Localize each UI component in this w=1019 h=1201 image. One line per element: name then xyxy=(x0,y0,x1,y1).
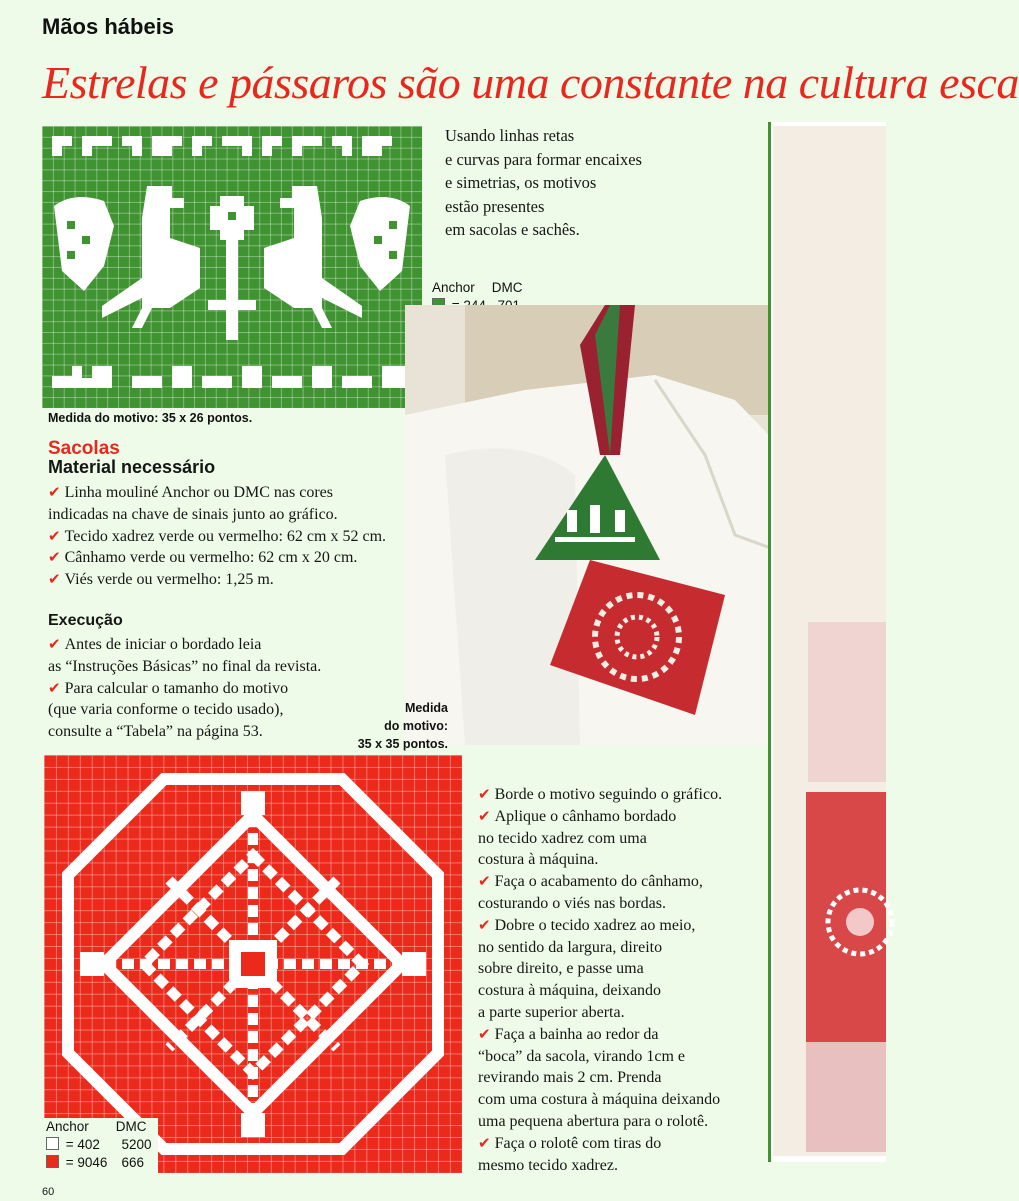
check-icon: ✔ xyxy=(478,915,491,934)
list-item: ✔ Faça a bainha ao redor da xyxy=(478,1024,659,1043)
check-icon: ✔ xyxy=(478,1024,491,1043)
red-cross-stitch-chart xyxy=(44,755,462,1173)
key-dmc-header: DMC xyxy=(115,1119,147,1134)
intro-line: em sacolas e sachês. xyxy=(445,220,580,239)
birds-tree-motif xyxy=(42,126,422,408)
green-cross-stitch-chart xyxy=(42,126,422,408)
list-item: consulte a “Tabela” na página 53. xyxy=(48,723,263,741)
key-row xyxy=(46,1136,152,1154)
key-anchor-value: = 9046 xyxy=(65,1155,108,1170)
green-chart-caption: Medida do motivo: 35 x 26 pontos. xyxy=(48,411,253,425)
check-icon: ✔ xyxy=(48,570,61,589)
white-swatch xyxy=(46,1137,59,1150)
key-row xyxy=(46,1154,152,1172)
sacolas-heading: Sacolas xyxy=(48,438,120,459)
headline: Estrelas e pássaros são uma constante na cultura esca xyxy=(42,57,1019,108)
list-item: ✔ Faça o rolotê com tiras do xyxy=(478,1133,662,1152)
execucao-heading: Execução xyxy=(48,612,123,629)
red-color-key xyxy=(44,1118,158,1174)
check-icon: ✔ xyxy=(48,483,61,501)
list-item: ✔ Borde o motivo seguindo o gráfico. xyxy=(478,785,723,803)
check-icon: ✔ xyxy=(48,548,61,567)
list-item: indicadas na chave de sinais junto ao gráfico. xyxy=(48,505,338,523)
list-item: ✔ Viés verde ou vermelho: 1,25 m. xyxy=(48,570,274,589)
sachets-illustration xyxy=(405,305,817,745)
snowflake-motif xyxy=(44,755,462,1173)
list-item: ✔ Faça o acabamento do cânhamo, xyxy=(478,872,703,891)
sachets-photo xyxy=(405,305,817,745)
list-item: costura à máquina. xyxy=(478,851,599,869)
key-anchor-header: Anchor xyxy=(46,1119,89,1134)
check-icon: ✔ xyxy=(478,872,491,891)
execucao-list xyxy=(48,634,388,743)
key-anchor-value: = 402 xyxy=(65,1137,100,1152)
list-item: costurando o viés nas bordas. xyxy=(478,894,666,912)
list-item: (que varia conforme o tecido usado), xyxy=(48,701,284,719)
list-item: as “Instruções Básicas” no final da revista. xyxy=(48,657,322,675)
key-dmc-value: 5200 xyxy=(121,1137,152,1152)
list-item: ✔ Tecido xadrez verde ou vermelho: 62 cm x 52 cm. xyxy=(48,526,387,545)
list-item: sobre direito, e passe uma xyxy=(478,960,644,978)
list-item: uma pequena abertura para o rolotê. xyxy=(478,1112,709,1130)
check-icon: ✔ xyxy=(48,526,61,545)
list-item: ✔ Antes de iniciar o bordado leia xyxy=(48,635,262,653)
list-item: a parte superior aberta. xyxy=(478,1003,625,1021)
red-chart-caption: Medida do motivo: 35 x 35 pontos. xyxy=(357,701,448,751)
check-icon: ✔ xyxy=(478,1133,491,1152)
key-anchor-header: Anchor xyxy=(432,280,475,295)
red-swatch xyxy=(46,1155,59,1168)
intro-line: Usando linhas retas xyxy=(445,126,575,145)
list-item: mesmo tecido xadrez. xyxy=(478,1156,618,1174)
intro-line: e simetrias, os motivos xyxy=(445,173,597,192)
list-item: costura à máquina, deixando xyxy=(478,982,662,1000)
list-item: no sentido da largura, direito xyxy=(478,938,663,956)
material-heading: Material necessário xyxy=(48,457,216,477)
steps-list xyxy=(478,784,768,1176)
list-item: ✔ Dobre o tecido xadrez ao meio, xyxy=(478,915,696,934)
check-icon: ✔ xyxy=(48,678,61,697)
key-dmc-value: 666 xyxy=(121,1155,145,1170)
list-item: com uma costura à máquina deixando xyxy=(478,1091,721,1109)
list-item: revirando mais 2 cm. Prenda xyxy=(478,1069,662,1087)
list-item: no tecido xadrez com uma xyxy=(478,829,647,847)
list-item: ✔ Para calcular o tamanho do motivo xyxy=(48,678,289,697)
list-item: ✔ Cânhamo verde ou vermelho: 62 cm x 20 cm. xyxy=(48,548,358,567)
check-icon: ✔ xyxy=(478,806,491,825)
list-item: “boca” da sacola, virando 1cm e xyxy=(478,1047,686,1065)
intro-line: e curvas para formar encaixes xyxy=(445,149,642,169)
check-icon: ✔ xyxy=(478,785,491,803)
bag-photo xyxy=(768,122,886,1162)
bag-illustration xyxy=(768,122,886,1162)
section-title: Mãos hábeis xyxy=(42,14,175,39)
key-dmc-header: DMC xyxy=(491,280,523,295)
page-number: 60 xyxy=(42,1186,55,1198)
list-item: ✔ Aplique o cânhamo bordado xyxy=(478,806,677,825)
intro-text xyxy=(445,124,642,242)
list-item: ✔ Linha mouliné Anchor ou DMC nas cores xyxy=(48,483,333,501)
check-icon: ✔ xyxy=(48,635,61,653)
intro-line: estão presentes xyxy=(445,196,545,216)
materials-list xyxy=(48,482,428,591)
